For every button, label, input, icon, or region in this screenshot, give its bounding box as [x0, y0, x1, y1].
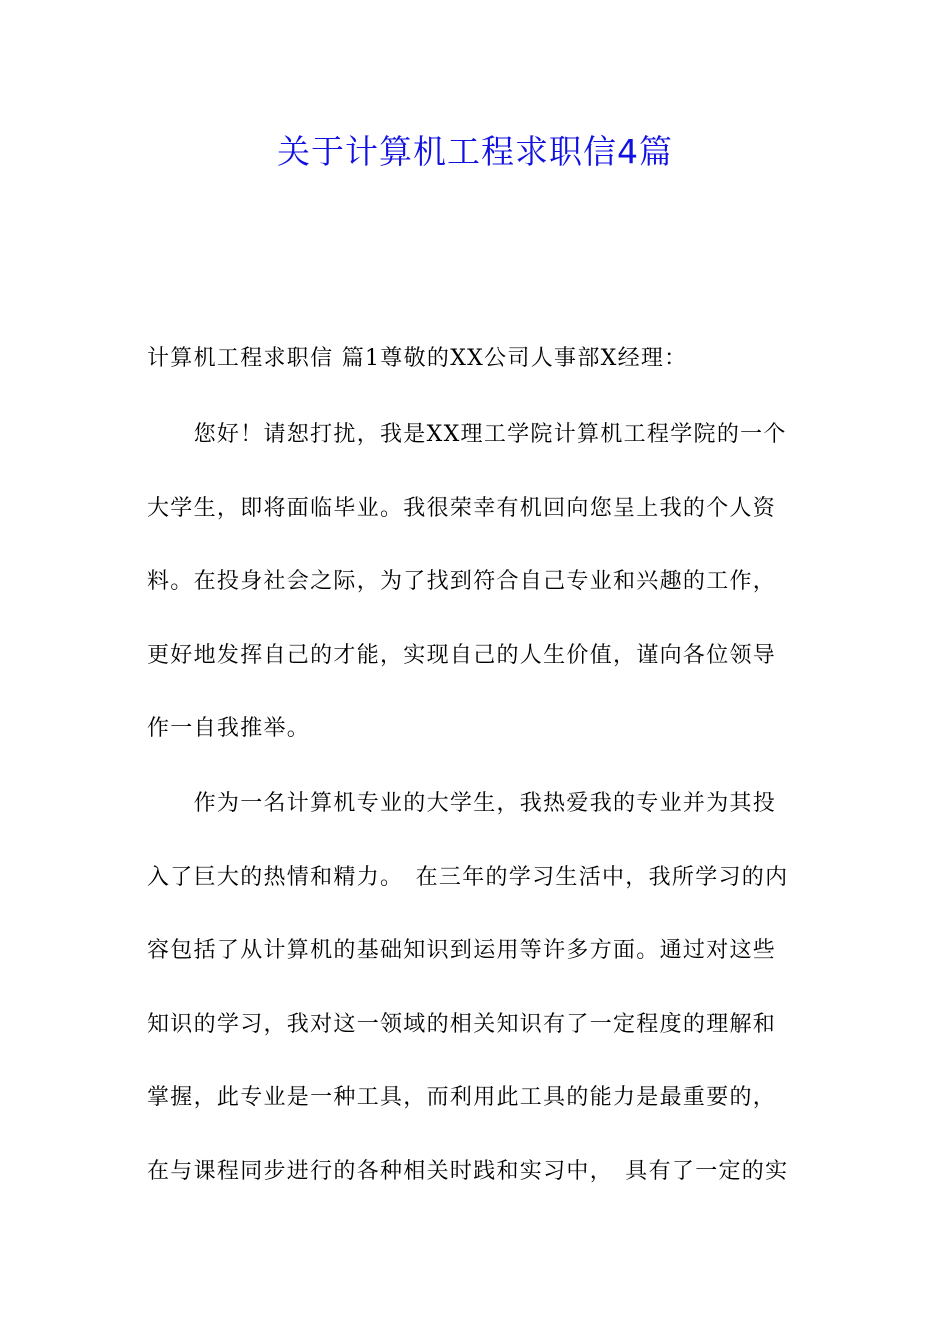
greeting-paragraph	[147, 322, 807, 396]
paragraph-line: 容包括了从计算机的基础知识到运用等许多方面。通过对这些	[147, 938, 777, 963]
introduction-paragraph	[147, 398, 807, 766]
paragraph-line: 知识的学习，我对这一领域的相关知识有了一定程度的理解和	[147, 1011, 777, 1037]
paragraph-line: 料。在投身社会之际，为了找到符合自己专业和兴趣的工作，	[147, 569, 777, 594]
document-title: 关于计算机工程求职信4篇	[277, 132, 673, 171]
paragraph-line: 入了巨大的热情和精力。 在三年的学习生活中，我所学习的内	[147, 864, 789, 890]
greeting-line: 计算机工程求职信 篇1尊敬的XX公司人事部X经理：	[147, 346, 688, 371]
paragraph-line: 作一自我推举。	[147, 716, 311, 741]
paragraph-line: 更好地发挥自己的才能，实现自己的人生价值，谨向各位领导	[147, 642, 777, 668]
study-experience-paragraph	[147, 767, 807, 1208]
paragraph-line: 作为一名计算机专业的大学生，我热爱我的专业并为其投	[147, 791, 777, 816]
paragraph-line: 您好！请恕打扰，我是XX理工学院计算机工程学院的一个	[147, 422, 787, 447]
paragraph-line: 在与课程同步进行的各种相关时践和实习中， 具有了一定的实	[147, 1158, 789, 1184]
paragraph-line: 大学生，即将面临毕业。我很荣幸有机回向您呈上我的个人资	[147, 495, 777, 521]
paragraph-line: 掌握，此专业是一种工具，而利用此工具的能力是最重要的，	[147, 1085, 777, 1110]
